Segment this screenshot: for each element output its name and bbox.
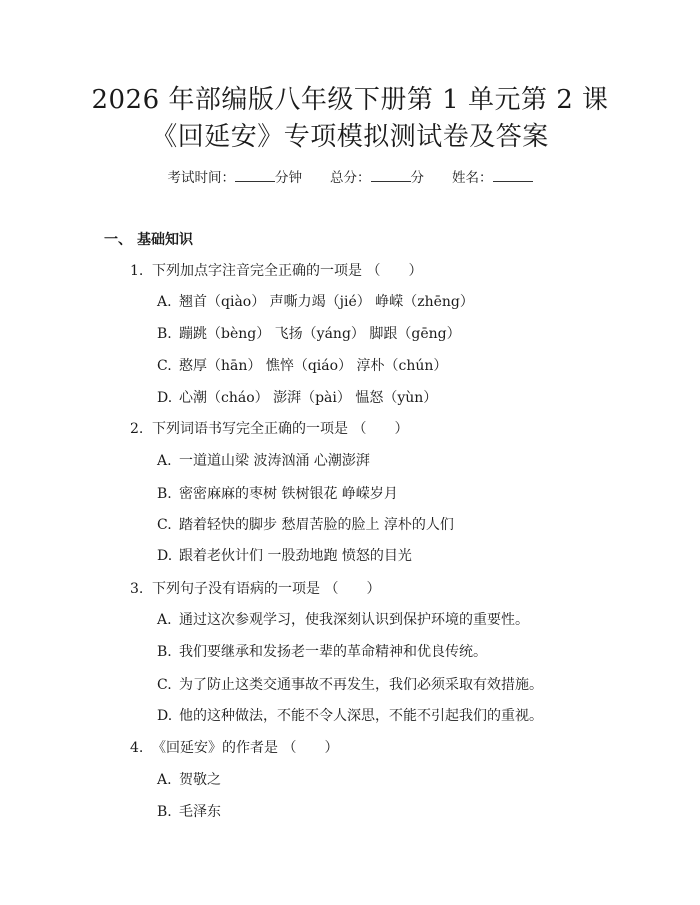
option-letter: A. (157, 294, 172, 310)
option-text: 心潮（cháo） 澎湃（pài） 愠怒（yùn） (179, 390, 438, 406)
option-letter: B. (157, 326, 172, 342)
option-letter: A. (157, 612, 172, 628)
option-text: 他的这种做法，不能不令人深思，不能不引起我们的重视。 (179, 708, 543, 724)
question-3-option-a (157, 610, 529, 630)
option-text: 通过这次参观学习，使我深刻认识到保护环境的重要性。 (179, 612, 529, 628)
question-3-option-b (157, 642, 487, 662)
option-letter: D. (157, 548, 173, 564)
question-4-option-b (157, 802, 221, 822)
option-letter: B. (157, 644, 172, 660)
question-4-option-a (157, 770, 221, 790)
question-1-option-d (157, 388, 437, 408)
question-number: 4. (130, 740, 144, 756)
option-letter: C. (157, 358, 172, 374)
option-letter: A. (157, 772, 172, 788)
option-text: 蹦跳（bèng） 飞扬（yáng） 脚跟（gēng） (179, 326, 461, 342)
option-letter: C. (157, 677, 172, 693)
section-heading (104, 230, 193, 250)
option-letter: C. (157, 517, 172, 533)
option-text: 踏着轻快的脚步 愁眉苦脸的脸上 淳朴的人们 (179, 517, 454, 533)
option-text: 我们要继承和发扬老一辈的革命精神和优良传统。 (179, 644, 487, 660)
option-letter: A. (157, 453, 172, 469)
question-2-option-c (157, 515, 454, 535)
name-label: 姓名： (452, 170, 493, 186)
option-text: 密密麻麻的枣树 铁树银花 峥嵘岁月 (179, 486, 398, 502)
question-number: 3. (130, 581, 144, 597)
option-text: 一道道山梁 波涛汹涌 心潮澎湃 (179, 453, 370, 469)
option-text: 跟着老伙计们 一股劲地跑 愤怒的目光 (179, 548, 412, 564)
option-text: 憨厚（hān） 憔悴（qiáo） 淳朴（chún） (179, 358, 448, 374)
score-blank[interactable] (371, 168, 411, 182)
section-title: 基础知识 (137, 232, 193, 248)
time-unit: 分钟 (275, 170, 302, 186)
option-text: 翘首（qiào） 声嘶力竭（jié） 峥嵘（zhēng） (179, 294, 474, 310)
option-letter: B. (157, 804, 172, 820)
question-2-option-b (157, 484, 398, 504)
page-title-line-2: 《回延安》专项模拟测试卷及答案 (151, 122, 549, 152)
page-title-line-1: 2026 年部编版八年级下册第 1 单元第 2 课 (91, 85, 609, 115)
score-unit: 分 (410, 170, 424, 186)
question-number: 1. (130, 263, 144, 279)
option-letter: B. (157, 486, 172, 502)
question-1-option-c (157, 356, 447, 376)
option-letter: D. (157, 708, 173, 724)
question-1-option-a (157, 292, 474, 312)
question-stem: 《回延安》的作者是 （ ） (152, 740, 339, 756)
question-2-option-a (157, 451, 370, 471)
question-3-option-c (157, 675, 543, 695)
question-2-option-d (157, 546, 412, 566)
question-1 (130, 261, 422, 281)
name-blank[interactable] (493, 168, 533, 182)
question-3 (130, 579, 380, 599)
question-stem: 下列词语书写完全正确的一项是 （ ） (152, 421, 409, 437)
question-number: 2. (130, 421, 144, 437)
time-label: 考试时间： (167, 170, 235, 186)
score-label: 总分： (330, 170, 371, 186)
option-text: 为了防止这类交通事故不再发生，我们必须采取有效措施。 (179, 677, 543, 693)
question-2 (130, 419, 408, 439)
question-4 (130, 738, 338, 758)
question-3-option-d (157, 706, 543, 726)
question-stem: 下列句子没有语病的一项是 （ ） (152, 581, 381, 597)
question-1-option-b (157, 324, 461, 344)
option-letter: D. (157, 390, 173, 406)
option-text: 贺敬之 (179, 772, 221, 788)
question-stem: 下列加点字注音完全正确的一项是 （ ） (152, 263, 423, 279)
section-number: 一、 (104, 232, 132, 248)
time-blank[interactable] (235, 168, 275, 182)
exam-info-line (0, 168, 700, 188)
option-text: 毛泽东 (179, 804, 221, 820)
